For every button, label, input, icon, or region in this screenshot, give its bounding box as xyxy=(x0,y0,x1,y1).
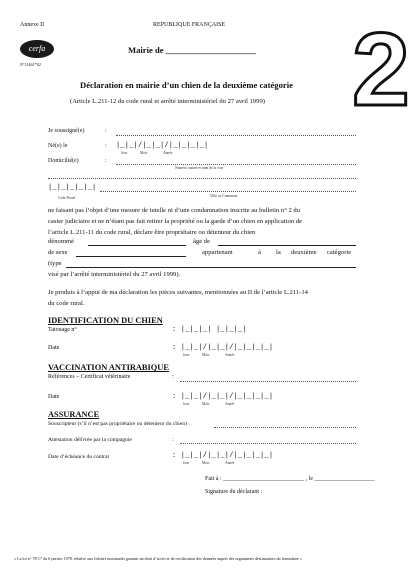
para-2 xyxy=(48,287,356,309)
date-label-annee: Année xyxy=(225,353,235,357)
domicile-label: Domicilié(e) xyxy=(48,158,79,164)
a-label: à xyxy=(258,249,261,256)
assurance-title: ASSURANCE xyxy=(48,410,100,419)
vaccination-title: VACCINATION ANTIRABIQUE xyxy=(48,363,169,372)
date-label-mois: Mois xyxy=(202,353,210,357)
date-label-jour: Jour xyxy=(183,353,190,357)
address-hint: Numéro, nature et nom de la voie xyxy=(175,166,224,170)
cerfa-number: N°11461*02 xyxy=(20,62,41,67)
birthdate-colon: : xyxy=(105,143,107,149)
tatouage-input[interactable]: : |_|_|_| |_|_|_| xyxy=(172,326,247,334)
republic-label: REPUBLIQUE FRANÇAISE xyxy=(153,22,226,28)
soussigne-label: Je soussigné(e) xyxy=(48,128,85,134)
footer-legal-text: « La loi n° 78-17 du 6 janvier 1978, relative aux fichiers nominatifs garantit un droit d’accès et de rectification des données auprès des organismes destinataires du formulaire » xyxy=(14,556,302,561)
identification-date-input[interactable]: : |_|_|/|_|_|/|_|_|_|_| xyxy=(172,344,274,352)
cerfa-logo: cerfa xyxy=(20,40,54,58)
para-1-line: ne faisant pas l’objet d’une mesure de tutelle ni d’une condamnation inscrite au bulletin n° 2 du xyxy=(48,207,301,214)
attestation-colon: : xyxy=(172,437,174,443)
postal-code-input[interactable]: |_|_|_|_|_| xyxy=(48,184,97,192)
fait-a-field[interactable]: Fait à : ___________________________ , le ____________________ xyxy=(205,476,375,482)
category-number: 2 xyxy=(352,12,410,128)
categorie-label: catégorie xyxy=(327,249,352,256)
domicile-colon: : xyxy=(105,158,107,164)
dog-name-input[interactable] xyxy=(88,245,186,246)
references-colon: : xyxy=(172,374,174,380)
dog-sex-input[interactable] xyxy=(76,256,186,257)
address-input-2[interactable] xyxy=(48,178,356,179)
tatouage-label: Tatouage n° xyxy=(48,327,77,333)
attestation-input[interactable] xyxy=(180,443,356,444)
date-label-jour: Jour xyxy=(183,402,190,406)
date-label-annee: Année xyxy=(163,151,173,155)
form-subtitle: (Article L.211-12 du code rural et arrêté interministériel du 27 avril 1999) xyxy=(70,98,265,105)
vaccination-date-input[interactable]: : |_|_|/|_|_|/|_|_|_|_| xyxy=(172,393,274,401)
la-label: la xyxy=(276,249,281,256)
mairie-field[interactable]: Mairie de _____________________ xyxy=(128,45,256,55)
birthdate-input[interactable]: |_|_|/|_|_|/|_|_|_|_| xyxy=(116,142,209,150)
sexe-label: de sexe xyxy=(48,249,68,256)
date-label-jour: Jour xyxy=(121,151,128,155)
age-label: âge de xyxy=(193,238,211,245)
date-label-mois: Mois xyxy=(202,402,210,406)
annexe-label: Annexe II xyxy=(20,22,45,28)
para-2-line: Je produis à l’appui de ma déclaration les pièces suivantes, mentionnées au II de l’article L.211-14 xyxy=(48,289,308,296)
postal-code-label: Code Postal xyxy=(58,196,76,200)
echeance-date-input[interactable]: : |_|_|/|_|_|/|_|_|_|_| xyxy=(172,452,274,460)
echeance-label: Date d’échéance du contrat xyxy=(48,454,110,460)
souscripteur-label: Souscripteur (s’il n’est pas propriétaire ou détenteur du chien) : xyxy=(48,421,190,427)
dog-age-input[interactable] xyxy=(218,245,356,246)
signature-label: Signature du déclarant : xyxy=(205,489,263,495)
references-input[interactable] xyxy=(180,381,356,382)
references-label: Références – Certificat vétérinaire xyxy=(48,374,131,380)
deuxieme-label: deuxième xyxy=(291,249,317,256)
appartenant-label: appartenant xyxy=(202,249,233,256)
soussigne-colon: : xyxy=(105,128,107,134)
date-label-annee: Année xyxy=(225,461,235,465)
para-2-line: du code rural. xyxy=(48,300,85,308)
souscripteur-input[interactable] xyxy=(214,427,356,428)
birthdate-label: Né(e) le xyxy=(48,143,68,149)
para-1 xyxy=(48,205,356,239)
vaccination-date-label: Date xyxy=(48,394,60,400)
vise-text: visé par l’arrêté interministériel du 27 avril 1999). xyxy=(48,271,181,278)
para-1-line: casier judiciaire et ne n’étant pas fait retirer la propriété ou la garde d’un chien en application de xyxy=(48,218,302,226)
attestation-label: Attestation délivrée par la compagnie xyxy=(48,437,132,443)
date-label-annee: Année xyxy=(225,402,235,406)
form-title: Déclaration en mairie d’un chien de la deuxième catégorie xyxy=(80,80,293,90)
dog-type-input[interactable] xyxy=(66,267,356,268)
date-label-jour: Jour xyxy=(183,461,190,465)
para-1-line: l’article L.211-11 du code rural, déclare être propriétaire ou détenteur du chien xyxy=(48,229,256,237)
address-input[interactable] xyxy=(116,164,356,165)
city-input[interactable] xyxy=(100,191,356,192)
denomme-label: dénommé xyxy=(48,238,75,245)
date-label-mois: Mois xyxy=(202,461,210,465)
type-label: (type xyxy=(48,260,62,267)
city-label: Ville ou Commune xyxy=(210,194,238,198)
identification-date-label: Date xyxy=(48,345,60,351)
date-label-mois: Mois xyxy=(140,151,148,155)
identification-title: IDENTIFICATION DU CHIEN xyxy=(48,316,163,325)
soussigne-input[interactable] xyxy=(116,135,356,136)
